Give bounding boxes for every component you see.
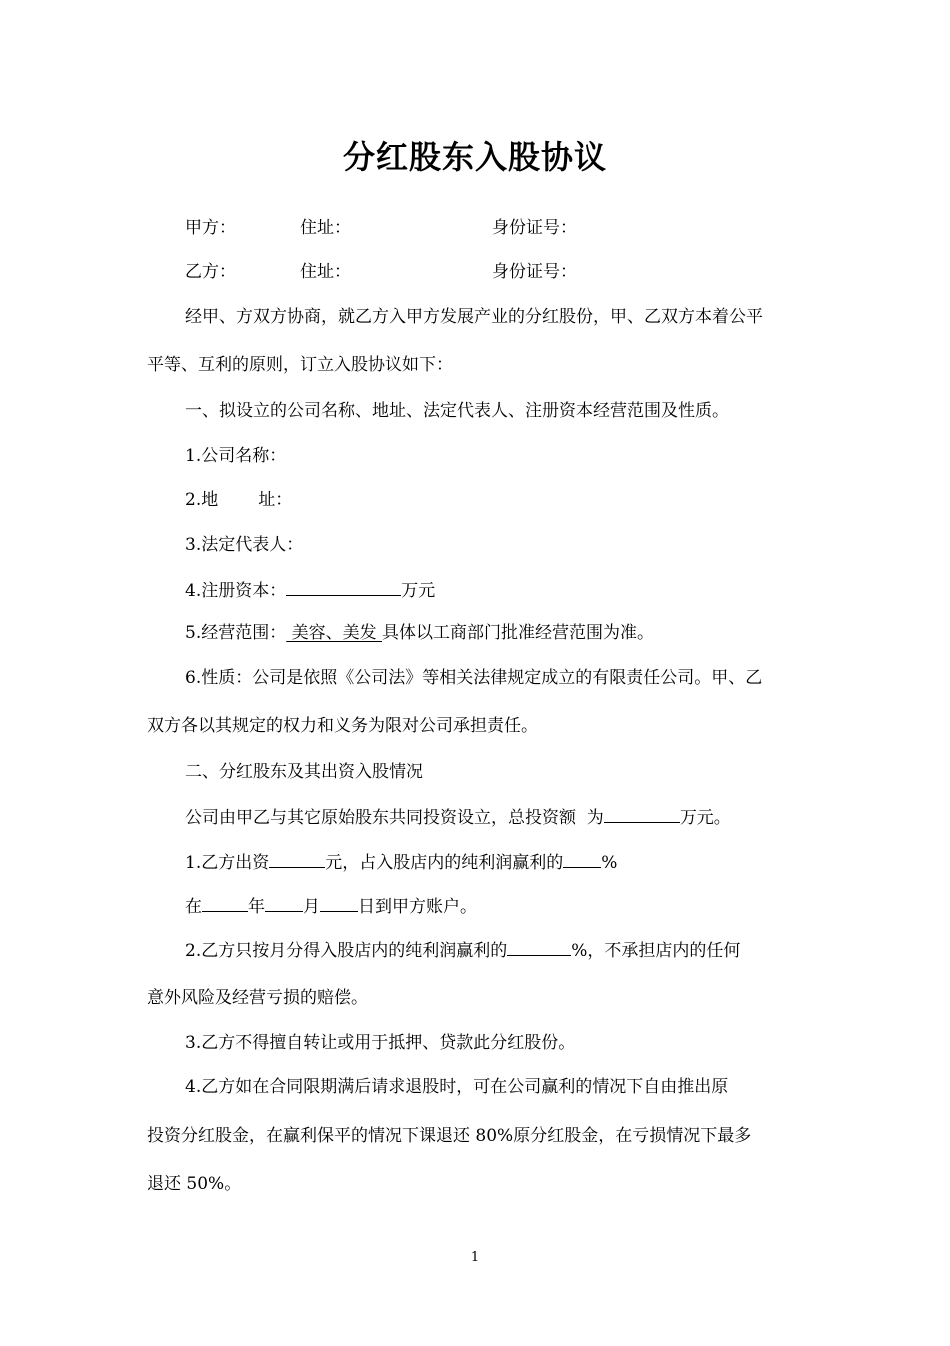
item-address <box>185 488 292 512</box>
party-a-address: 住址： <box>300 218 351 238</box>
s2-item-3: 3.乙方不得擅自转让或用于抵押、贷款此分红股份。 <box>185 1033 576 1053</box>
section-2-investment-total <box>185 804 731 830</box>
item-address-label-a: 2.地 <box>185 490 219 510</box>
s2-item-1-line-1 <box>185 849 617 875</box>
contribution-blank <box>269 849 325 868</box>
day-label: 日到甲方账户。 <box>358 897 477 917</box>
monthly-share-blank <box>507 937 571 956</box>
investment-total-text: 公司由甲乙与其它原始股东共同投资设立，总投资额 为 <box>185 808 604 828</box>
s2-item-1-percent: % <box>601 853 618 873</box>
s2-item-2-text-b: %，不承担店内的任何 <box>571 941 741 961</box>
investment-total-blank <box>604 804 680 823</box>
s2-item-2-line-1 <box>185 937 740 963</box>
intro-line-2: 平等、互利的原则，订立入股协议如下： <box>147 355 453 375</box>
party-a-label: 甲方： <box>185 218 236 238</box>
s2-item-4-line-3: 退还 50%。 <box>147 1174 242 1194</box>
section-1-heading: 一、拟设立的公司名称、地址、法定代表人、注册资本经营范围及性质。 <box>185 401 729 421</box>
page-number: 1 <box>470 1250 480 1265</box>
profit-share-blank <box>563 849 601 868</box>
investment-total-unit: 万元。 <box>679 808 731 828</box>
item-registered-capital <box>185 577 435 603</box>
document-title: 分红股东入股协议 <box>342 138 607 176</box>
year-label: 年 <box>248 897 265 917</box>
party-b-label: 乙方： <box>185 262 236 282</box>
party-a-line <box>185 216 577 240</box>
s2-item-4-line-2: 投资分红股金，在赢利保平的情况下课退还 80%原分红股金，在亏损情况下最多 <box>147 1126 752 1146</box>
party-b-id: 身份证号： <box>492 262 577 282</box>
s2-item-2-line-2: 意外风险及经营亏损的赔偿。 <box>147 988 368 1008</box>
item-capital-label: 4.注册资本： <box>185 581 287 601</box>
item-nature-line-1: 6.性质：公司是依照《公司法》等相关法律规定成立的有限责任公司。甲、乙 <box>185 668 763 688</box>
month-blank <box>265 893 303 912</box>
s2-item-1-text-a: 1.乙方出资 <box>185 853 270 873</box>
item-business-scope <box>185 621 654 645</box>
party-b-line <box>185 260 577 284</box>
intro-line-1: 经甲、方双方协商，就乙方入甲方发展产业的分红股份，甲、乙双方本着公平 <box>185 307 763 327</box>
item-nature-line-2: 双方各以其规定的权力和义务为限对公司承担责任。 <box>147 716 538 736</box>
month-label: 月 <box>303 897 320 917</box>
section-2-heading: 二、分红股东及其出资入股情况 <box>185 762 423 782</box>
party-a-id: 身份证号： <box>492 218 577 238</box>
item-scope-note: 具体以工商部门批准经营范围为准。 <box>382 623 655 643</box>
s2-item-2-text-a: 2.乙方只按月分得入股店内的纯利润赢利的 <box>185 941 508 961</box>
day-blank <box>320 893 358 912</box>
item-capital-unit: 万元 <box>401 581 436 601</box>
capital-blank <box>286 577 401 596</box>
item-address-label-b: 址： <box>258 490 293 510</box>
s2-item-4-line-1: 4.乙方如在合同限期满后请求退股时，可在公司赢利的情况下自由推出原 <box>185 1077 729 1097</box>
item-legal-rep: 3.法定代表人： <box>185 535 304 555</box>
s2-item-1-text-b: 元，占入股店内的纯利润赢利的 <box>325 853 564 873</box>
party-b-address: 住址： <box>300 262 351 282</box>
s2-item-1-line-2 <box>185 893 477 919</box>
item-company-name: 1.公司名称： <box>185 446 287 466</box>
item-scope-label: 5.经营范围： <box>185 623 287 643</box>
year-blank <box>202 893 248 912</box>
item-scope-value: 美容、美发 <box>286 623 383 643</box>
date-prefix: 在 <box>185 897 202 917</box>
